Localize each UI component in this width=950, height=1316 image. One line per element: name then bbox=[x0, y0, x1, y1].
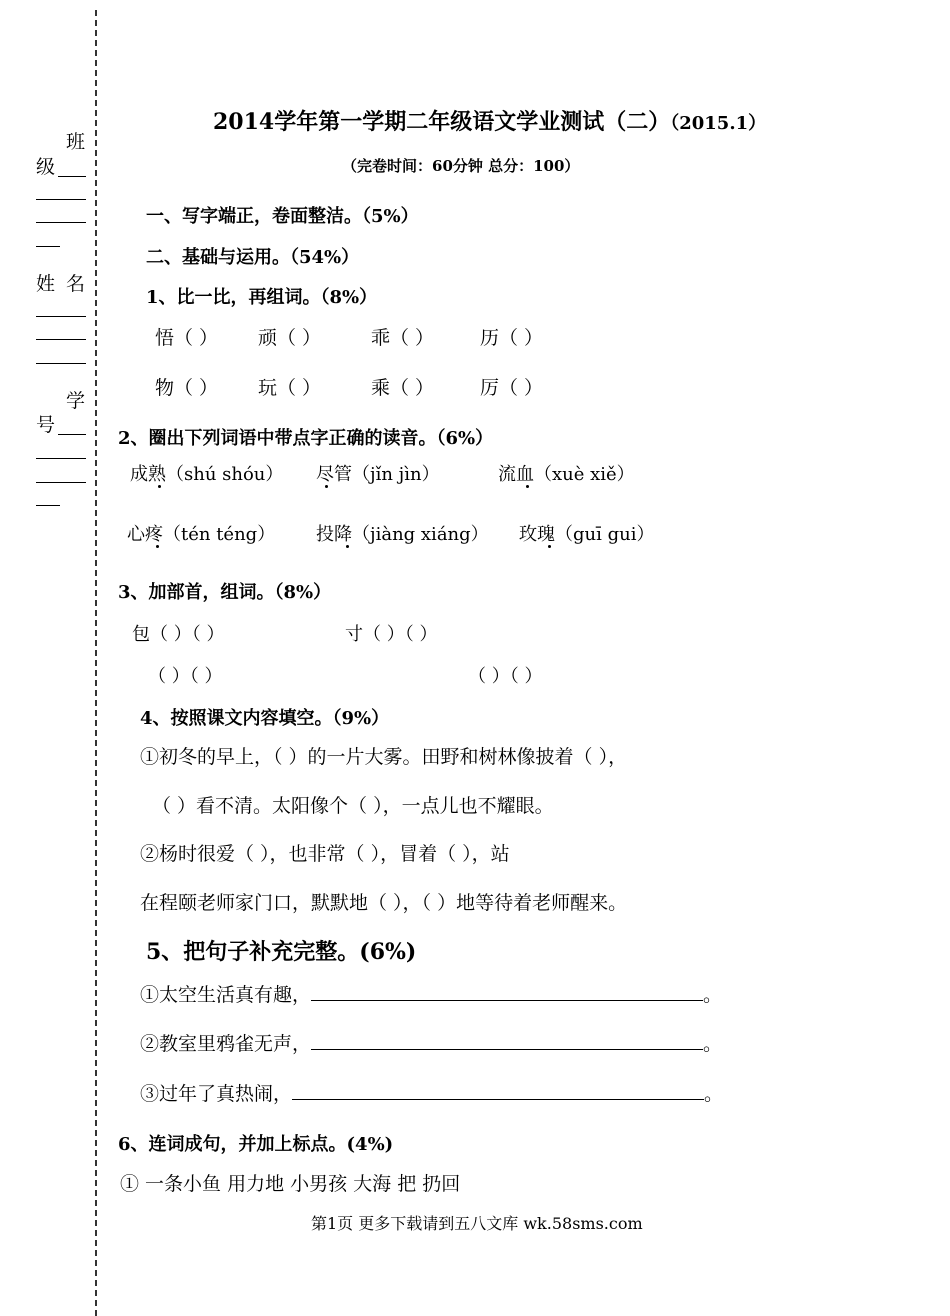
q3-item: 寸（ ）（ ） bbox=[345, 624, 438, 645]
q1-item: 历（ ） bbox=[480, 327, 544, 349]
id-blank bbox=[36, 482, 86, 483]
q1-item: 乘（ ） bbox=[371, 377, 435, 399]
q6-heading: 6、连词成句，并加上标点。(4%) bbox=[118, 1134, 394, 1155]
emphasis-dot bbox=[526, 485, 529, 488]
name-label: 姓名 bbox=[36, 273, 97, 295]
q2-item: 流血（xuè xiě） bbox=[498, 464, 635, 485]
q4-heading: 4、按照课文内容填空。（9%） bbox=[140, 708, 390, 729]
q6-item: ① 一条小鱼 用力地 小男孩 大海 把 扔回 bbox=[120, 1173, 461, 1195]
q4-line: ②杨时很爱（ ），也非常（ ），冒着（ ），站 bbox=[140, 843, 510, 865]
id-label-char2: 号 bbox=[36, 414, 56, 436]
emphasis-dot bbox=[156, 545, 159, 548]
q1-item: 顽（ ） bbox=[258, 327, 322, 349]
q2-item: 心疼（tén téng） bbox=[127, 524, 276, 545]
q1-item: 厉（ ） bbox=[480, 377, 544, 399]
q3-item: 包（ ）（ ） bbox=[132, 624, 225, 645]
id-label-char1: 学 bbox=[66, 390, 86, 412]
q1-item: 玩（ ） bbox=[258, 377, 322, 399]
id-blank bbox=[36, 505, 60, 506]
q5-item: ②教室里鸦雀无声， 。 bbox=[140, 1033, 723, 1055]
q5-item: ①太空生活真有趣， 。 bbox=[140, 984, 723, 1006]
emphasis-dot bbox=[548, 545, 551, 548]
q2-item: 玫瑰（guī gui） bbox=[519, 524, 655, 545]
q4-line: ①初冬的早上，（ ）的一片大雾。田野和树林像披着（ ）， bbox=[140, 746, 628, 768]
emphasis-dot bbox=[346, 545, 349, 548]
section-1-heading: 一、写字端正，卷面整洁。（5%） bbox=[146, 206, 419, 227]
q4-line: 在程颐老师家门口，默默地（ ），（ ）地等待着老师醒来。 bbox=[140, 892, 628, 914]
q1-item: 乖（ ） bbox=[371, 327, 435, 349]
answer-blank[interactable] bbox=[311, 984, 703, 1001]
page-title: 2014学年第一学期二年级语文学业测试（二）（2015.1） bbox=[213, 109, 767, 135]
class-label-char2: 级 bbox=[36, 156, 56, 178]
q5-item: ③过年了真热闹， 。 bbox=[140, 1083, 724, 1105]
class-label-char1: 班 bbox=[66, 131, 86, 153]
class-blank bbox=[58, 176, 86, 177]
answer-blank[interactable] bbox=[311, 1033, 703, 1050]
class-blank bbox=[36, 246, 60, 247]
q5-heading: 5、把句子补充完整。(6%) bbox=[146, 939, 417, 965]
id-blank bbox=[58, 434, 86, 435]
answer-blank[interactable] bbox=[292, 1083, 704, 1100]
q1-item: 悟（ ） bbox=[155, 327, 219, 349]
q3-item: （ ）（ ） bbox=[468, 666, 543, 687]
q2-item: 成熟（shú shóu） bbox=[130, 464, 284, 485]
class-blank bbox=[36, 199, 86, 200]
id-blank bbox=[36, 458, 86, 459]
q1-item: 物（ ） bbox=[155, 377, 219, 399]
q3-heading: 3、加部首，组词。（8%） bbox=[118, 582, 332, 603]
exam-subtitle: （完卷时间：60分钟 总分：100） bbox=[342, 157, 580, 175]
emphasis-dot bbox=[158, 485, 161, 488]
name-blank bbox=[36, 339, 86, 340]
binding-dashed-line bbox=[95, 10, 97, 1316]
q3-item: （ ）（ ） bbox=[148, 666, 223, 687]
name-blank bbox=[36, 316, 86, 317]
q1-heading: 1、比一比，再组词。（8%） bbox=[146, 287, 378, 308]
emphasis-dot bbox=[325, 485, 328, 488]
q4-line: （ ）看不清。太阳像个（ ），一点儿也不耀眼。 bbox=[152, 795, 554, 817]
name-blank bbox=[36, 363, 86, 364]
q2-item: 尽管（jǐn jìn） bbox=[316, 464, 440, 485]
q2-item: 投降（jiàng xiáng） bbox=[316, 524, 489, 545]
page-footer: 第1页 更多下载请到五八文库 wk.58sms.com bbox=[311, 1214, 643, 1233]
section-2-heading: 二、基础与运用。（54%） bbox=[146, 247, 360, 268]
class-blank bbox=[36, 222, 86, 223]
title-year: （2015.1） bbox=[670, 113, 767, 134]
q2-heading: 2、圈出下列词语中带点字正确的读音。（6%） bbox=[118, 428, 494, 449]
